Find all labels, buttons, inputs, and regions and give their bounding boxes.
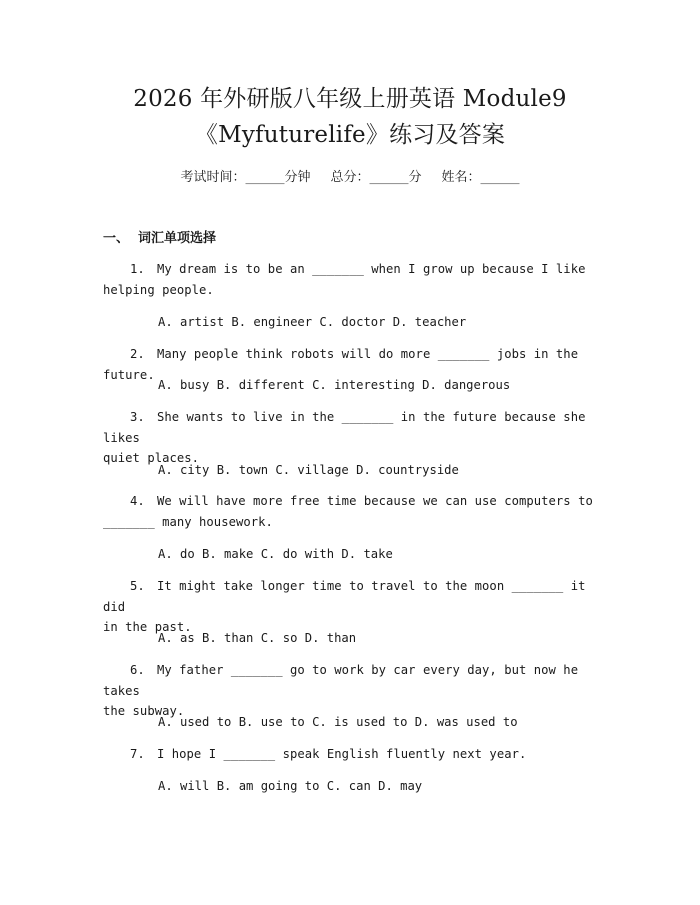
question-2-options: A. busy B. different C. interesting D. dangerous: [158, 378, 511, 392]
question-text-line-1: Many people think robots will do more _______ jobs in the future.: [103, 347, 579, 382]
question-text-line-1: I hope I _______ speak English fluently next year.: [157, 747, 527, 761]
question-7: [103, 744, 603, 765]
question-text-line-2: in the past.: [103, 620, 192, 634]
question-text-line-2: quiet places.: [103, 451, 200, 465]
question-6-options: A. used to B. use to C. is used to D. was used to: [158, 715, 518, 729]
question-text-line-1: It might take longer time to travel to the moon _______ it did: [103, 579, 586, 614]
question-text-line-1: My father _______ go to work by car every day, but now he takes: [103, 663, 579, 698]
question-3-options: A. city B. town C. village D. countryside: [158, 463, 459, 477]
question-text-line-1: My dream is to be an _______ when I grow up because I like: [157, 262, 586, 276]
student-name-field: 姓名：______: [441, 170, 520, 185]
document-title-line-2: 《Myfuturelife》练习及答案: [194, 122, 506, 148]
question-number: 7.: [130, 747, 145, 761]
question-text-line-1: We will have more free time because we can use computers to: [157, 494, 593, 508]
question-number: 2.: [130, 347, 145, 361]
question-number: 5.: [130, 579, 145, 593]
exam-time-field: 考试时间：______分钟: [180, 170, 311, 185]
question-5-options: A. as B. than C. so D. than: [158, 631, 357, 645]
question-text-line-2: the subway.: [103, 704, 185, 718]
document-title-line-1: 2026 年外研版八年级上册英语 Module9: [133, 86, 567, 112]
question-7-options: A. will B. am going to C. can D. may: [158, 779, 423, 793]
question-number: 6.: [130, 663, 145, 677]
question-number: 3.: [130, 410, 145, 424]
question-number: 1.: [130, 262, 145, 276]
question-text-line-1: She wants to live in the _______ in the future because she likes: [103, 410, 586, 445]
exam-meta-line: [0, 168, 700, 188]
question-text-line-2: helping people.: [103, 282, 214, 297]
question-4: [103, 491, 603, 532]
question-1-options: A. artist B. engineer C. doctor D. teacher: [158, 315, 467, 329]
question-text-line-2: _______ many housework.: [103, 514, 273, 529]
question-4-options: A. do B. make C. do with D. take: [158, 547, 393, 561]
question-1: [103, 259, 603, 300]
question-number: 4.: [130, 494, 145, 508]
total-score-field: 总分：______分: [330, 170, 422, 185]
section-title: 词汇单项选择: [138, 231, 217, 246]
section-number: 一、: [103, 231, 130, 246]
section-heading: [103, 229, 216, 249]
